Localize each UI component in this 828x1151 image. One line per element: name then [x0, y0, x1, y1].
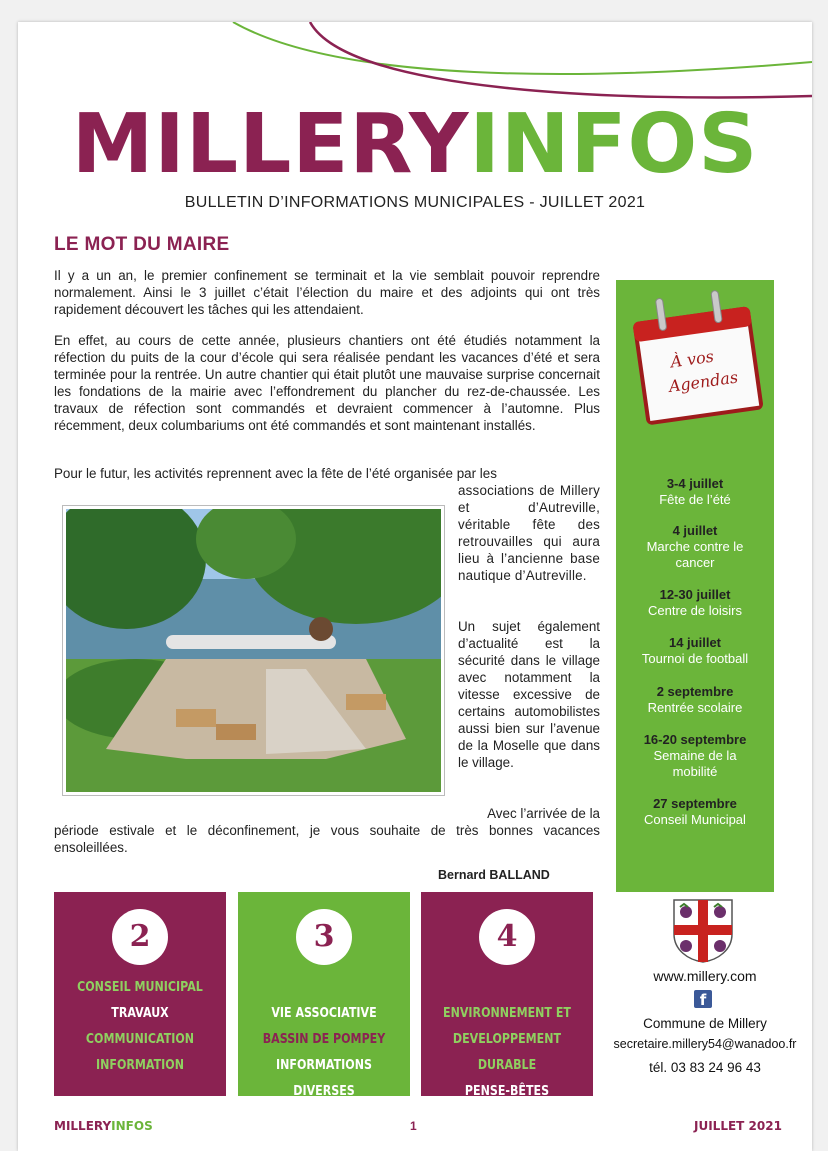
agenda-item-date: 14 juillet — [668, 635, 722, 650]
masthead-part-millery: MILLERY — [71, 97, 470, 192]
page-number-badge: 4 — [479, 909, 535, 965]
agenda-item-date: 12-30 juillet — [659, 587, 731, 602]
footer-brand — [54, 1119, 153, 1133]
agenda-item-label: Semaine de la mobilité — [653, 748, 737, 779]
agenda-item-date: 4 juillet — [672, 523, 718, 538]
editorial-heading: LE MOT DU MAIRE — [54, 234, 230, 255]
section-line: TRAVAUX — [111, 1005, 169, 1021]
agenda-item — [616, 587, 774, 619]
agenda-item-date: 3-4 juillet — [666, 476, 724, 491]
editorial-paragraph-5-lead: Avec l’arrivée de la — [487, 806, 600, 821]
editorial-paragraph-1: Il y a un an, le premier confinement se terminait et la vie semblait pouvoir reprendre normalement. Ainsi le 3 juillet c’était l’élection du maire et des adjoints qui ont très rapidement découvert les tâches qui les attendaient. — [54, 268, 600, 317]
masthead-part-infos: INFOS — [469, 97, 759, 192]
agenda-item — [616, 635, 774, 667]
section-line: ENVIRONNEMENT ET — [443, 1005, 571, 1021]
section-line: INFORMATIONS DIVERSES — [276, 1057, 372, 1099]
agenda-item-label: Conseil Municipal — [644, 812, 746, 827]
agenda-item-date: 16-20 septembre — [643, 732, 747, 747]
section-box-page-4[interactable] — [421, 892, 593, 1099]
agenda-item-label: Rentrée scolaire — [647, 700, 743, 715]
page-number-badge: 3 — [296, 909, 352, 965]
garden-photo — [62, 505, 445, 796]
agenda-item-label: Centre de loisirs — [648, 603, 742, 618]
email-link[interactable]: secretaire.millery54@wanadoo.fr — [613, 1037, 797, 1051]
section-line: INFORMATION — [96, 1057, 184, 1073]
section-box-lines — [69, 974, 210, 1078]
footer-date: JUILLET 2021 — [694, 1119, 782, 1133]
section-line: CONSEIL MUNICIPAL — [77, 979, 203, 995]
website-link[interactable]: www.millery.com — [653, 968, 757, 984]
agenda-item — [616, 523, 774, 571]
agenda-item-label: Tournoi de football — [641, 651, 749, 666]
editorial-paragraph-5: période estivale et le déconfinement, je vous souhaite de très bonnes vacances ensoleillées. — [54, 823, 600, 855]
phone-number: tél. 03 83 24 96 43 — [649, 1060, 761, 1075]
agenda-sidebar — [616, 280, 774, 892]
section-box-lines — [253, 1000, 394, 1104]
section-line: BASSIN DE POMPEY — [262, 1031, 386, 1047]
agenda-item-label: Fête de l’été — [659, 492, 731, 507]
agenda-item — [616, 684, 774, 716]
footer-brand-part2: INFOS — [111, 1119, 153, 1133]
section-box-page-3[interactable] — [238, 892, 410, 1099]
calendar-icon — [624, 288, 768, 428]
bulletin-subtitle: BULLETIN D’INFORMATIONS MUNICIPALES - JUILLET 2021 — [184, 194, 646, 211]
agenda-item-date: 27 septembre — [653, 796, 737, 811]
editorial-paragraph-4: Un sujet également d’actualité est la sécurité dans le village avec notamment la vitesse excessive de certains automobilistes aussi bien sur l’avenue de la Moselle que dans le village. — [458, 619, 600, 770]
agenda-item — [616, 476, 774, 508]
coat-of-arms-icon — [672, 898, 734, 964]
agenda-item-label: Marche contre le cancer — [646, 539, 744, 570]
section-line: DEVELOPPEMENT DURABLE — [452, 1031, 562, 1073]
page-number-badge: 2 — [112, 909, 168, 965]
editorial-paragraph-2: En effet, au cours de cette année, plusieurs chantiers ont été étudiés notamment la réfection du puits de la cour d’école qui sera réalisée pendant les vacances d’été et sera terminée pour la rentrée. Un autre chantier qui était plutôt une mauvaise surprise concernait les fondations de la mairie avec l’effondrement du plancher du rez-de-chaussée. Les travaux de réfection sont commandés et devraient commencer à l’automne. Plus récemment, deux columbariums ont été commandés et sont maintenant installés. — [54, 333, 600, 433]
facebook-icon[interactable]: f — [694, 990, 712, 1008]
editorial-paragraph-3-wrap: associations de Millery et d’Autreville, véritable fête des retrouvailles qui aura lieu à l’ancienne base nautique d’Autreville. — [458, 483, 600, 583]
section-line: COMMUNICATION — [85, 1031, 195, 1047]
section-box-lines — [436, 1000, 577, 1104]
editorial-paragraph-3-lead: Pour le futur, les activités reprennent avec la fête de l’été organisée par les — [54, 466, 497, 481]
agenda-item-date: 2 septembre — [656, 684, 734, 699]
footer-page-number: 1 — [410, 1119, 417, 1133]
footer-brand-part1: MILLERY — [54, 1119, 112, 1133]
masthead-title — [18, 97, 812, 192]
agenda-item — [616, 732, 774, 780]
calendar-badge-line2: Agendas — [667, 367, 740, 396]
section-box-page-2[interactable] — [54, 892, 226, 1096]
facebook-page-name[interactable]: Commune de Millery — [643, 1016, 767, 1031]
newsletter-page — [18, 22, 812, 1151]
agenda-item — [616, 796, 774, 828]
section-line: VIE ASSOCIATIVE — [271, 1005, 377, 1021]
mayor-signature: Bernard BALLAND — [438, 868, 550, 882]
section-line: PENSE-BÊTES — [464, 1083, 550, 1099]
calendar-badge-line1: À vos — [669, 346, 715, 372]
